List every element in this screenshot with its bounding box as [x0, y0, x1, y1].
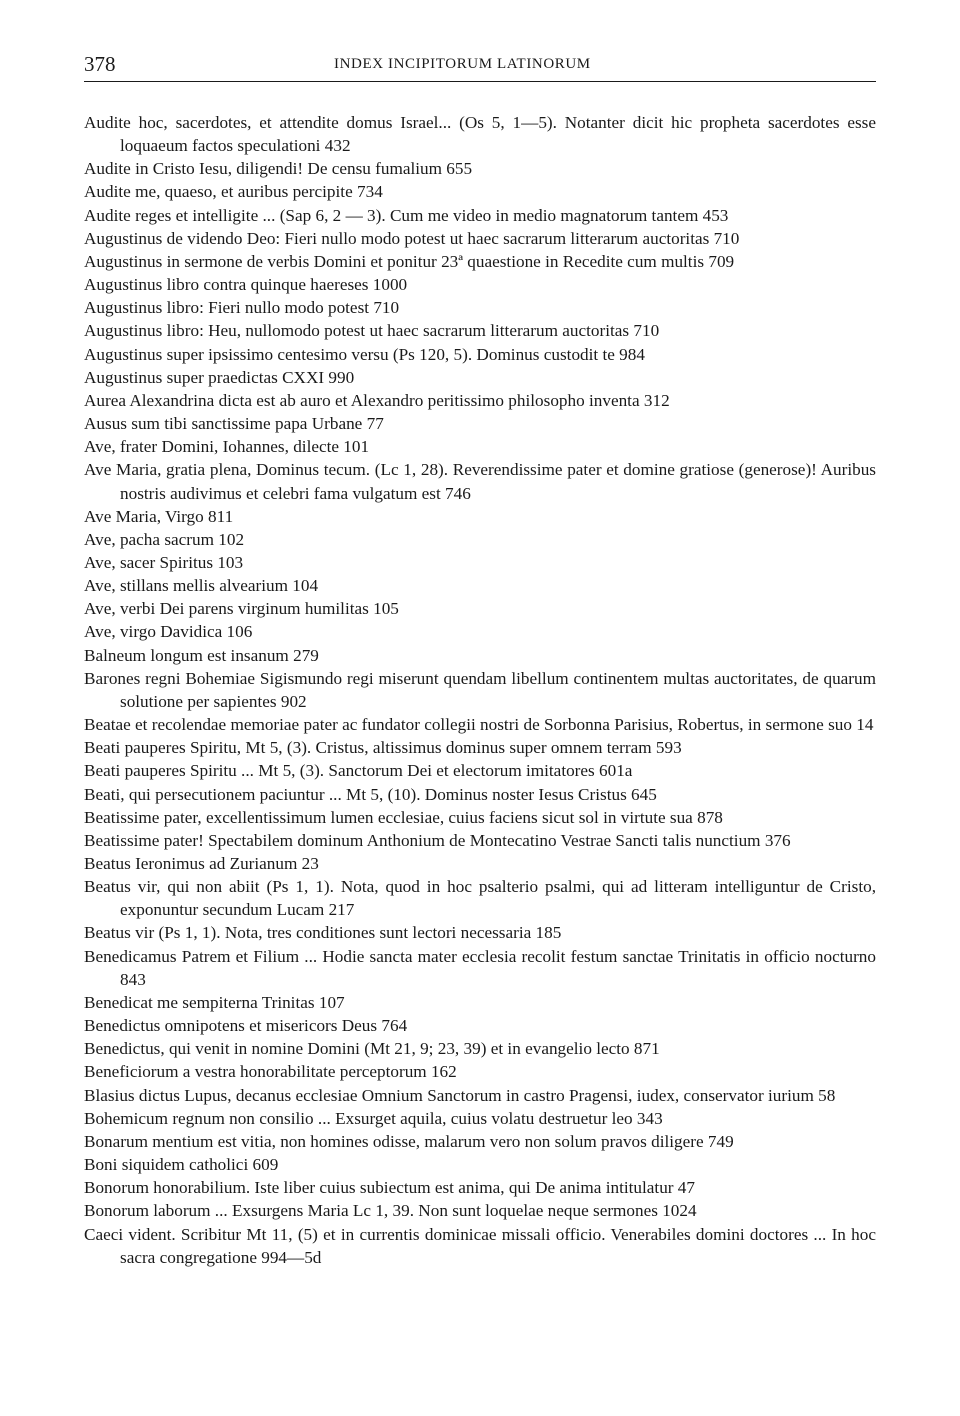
- index-entry: Augustinus libro contra quinque haereses 1000: [84, 275, 408, 295]
- index-entry: Ave, frater Domini, Iohannes, dilecte 101: [84, 437, 370, 457]
- index-entry: Augustinus libro: Fieri nullo modo potest 710: [84, 298, 400, 318]
- index-entry: Augustinus super praedictas CXXI 990: [84, 367, 355, 387]
- index-entry: Bohemicum regnum non consilio ... Exsurget aquila, cuius volatu destruetur leo 343: [84, 1108, 663, 1128]
- index-entry: Aurea Alexandrina dicta est ab auro et Alexandro peritissimo philosopho inventa 312: [84, 390, 670, 410]
- index-entry: Ave, sacer Spiritus 103: [84, 552, 244, 572]
- index-entry: Boni siquidem catholici 609: [84, 1155, 279, 1175]
- index-entry: Beatae et recolendae memoriae pater ac fundator collegii nostri de Sorbonna Parisius, Robertus, in sermone suo 14: [84, 715, 874, 735]
- index-entry: Audite hoc, sacerdotes, et attendite domus Israel... (Os 5, 1—5). Notanter dicit hic propheta sacerdotes esse loquaeum factos speculationi 432: [84, 113, 876, 156]
- page-number: 378: [84, 52, 116, 76]
- page-header: [84, 52, 876, 76]
- index-entry: Ave Maria, gratia plena, Dominus tecum. (Lc 1, 28). Reverendissime pater et domine gratiose (generose)! Auribus nostris audivimus et celebri fama vulgatum est 746: [84, 460, 876, 503]
- index-entry: Beati pauperes Spiritu ... Mt 5, (3). Sanctorum Dei et electorum imitatores 601a: [84, 761, 633, 781]
- index-entries-list: [84, 111, 876, 1269]
- index-entry: Ave, stillans mellis alvearium 104: [84, 576, 319, 596]
- index-entry: Benedicat me sempiterna Trinitas 107: [84, 992, 345, 1012]
- index-entry: Bonorum laborum ... Exsurgens Maria Lc 1, 39. Non sunt loquelae neque sermones 1024: [84, 1201, 697, 1221]
- index-entry: Beatissime pater, excellentissimum lumen ecclesiae, cuius faciens sicut sol in virtute sua 878: [84, 807, 723, 827]
- index-entry: Blasius dictus Lupus, decanus ecclesiae Omnium Sanctorum in castro Pragensi, iudex, conservator iurium 58: [84, 1085, 836, 1105]
- index-entry: Beatus vir (Ps 1, 1). Nota, tres conditiones sunt lectori necessaria 185: [84, 923, 562, 943]
- index-entry: Ave Maria, Virgo 811: [84, 506, 234, 526]
- index-entry: Ausus sum tibi sanctissime papa Urbane 77: [84, 414, 384, 434]
- index-entry: Augustinus de videndo Deo: Fieri nullo modo potest ut haec sacrarum litterarum auctoritas 710: [84, 228, 740, 248]
- index-entry: Audite in Cristo Iesu, diligendi! De censu fumalium 655: [84, 159, 473, 179]
- index-entry: Benedictus omnipotens et misericors Deus 764: [84, 1016, 408, 1036]
- index-entry: Beatus Ieronimus ad Zurianum 23: [84, 854, 319, 873]
- index-entry: Audite me, quaeso, et auribus percipite 734: [84, 182, 383, 202]
- index-entry: Bonorum honorabilium. Iste liber cuius subiectum est anima, qui De anima intitulatur 47: [84, 1178, 695, 1198]
- index-entry: Balneum longum est insanum 279: [84, 645, 319, 665]
- index-entry: Benedictus, qui venit in nomine Domini (Mt 21, 9; 23, 39) et in evangelio lecto 871: [84, 1039, 660, 1059]
- index-entry: Beneficiorum a vestra honorabilitate perceptorum 162: [84, 1062, 457, 1082]
- index-entry: Augustinus in sermone de verbis Domini et ponitur 23ª quaestione in Recedite cum multis 709: [84, 251, 735, 271]
- running-title: INDEX INCIPITORUM LATINORUM: [334, 56, 591, 72]
- index-entry: Ave, verbi Dei parens virginum humilitas 105: [84, 599, 399, 619]
- index-entry: Ave, pacha sacrum 102: [84, 529, 245, 549]
- index-entry: Beati pauperes Spiritu, Mt 5, (3). Cristus, altissimus dominus super omnem terram 593: [84, 738, 682, 758]
- index-entry: Augustinus super ipsissimo centesimo versu (Ps 120, 5). Dominus custodit te 984: [84, 344, 645, 364]
- index-entry: Beati, qui persecutionem paciuntur ... Mt 5, (10). Dominus noster Iesus Cristus 645: [84, 784, 657, 804]
- index-entry: Ave, virgo Davidica 106: [84, 622, 253, 642]
- index-entry: Beatissime pater! Spectabilem dominum Anthonium de Montecatino Vestrae Sancti talis nunctium 376: [84, 830, 791, 850]
- index-entry: Beatus vir, qui non abiit (Ps 1, 1). Nota, quod in hoc psalterio psalmi, qui ad litteram intelliguntur de Cristo, exponuntur secundum Lucam 217: [84, 877, 876, 920]
- index-entry: Augustinus libro: Heu, nullomodo potest ut haec sacrarum litterarum auctoritas 710: [84, 321, 660, 341]
- index-entry: Caeci vident. Scribitur Mt 11, (5) et in currentis dominicae missali officio. Venerabiles domini doctores ... In hoc sacra congregatione 994—5d: [84, 1224, 876, 1267]
- index-entry: Audite reges et intelligite ... (Sap 6, 2 — 3). Cum me video in medio magnatorum tantem 453: [84, 205, 729, 225]
- index-entry: Benedicamus Patrem et Filium ... Hodie sancta mater ecclesia recolit festum sanctae Trinitatis in officio nocturno 843: [84, 946, 876, 989]
- header-rule: [84, 81, 876, 82]
- index-entry: Bonarum mentium est vitia, non homines odisse, malarum vero non solum pravos diligere 749: [84, 1131, 734, 1151]
- index-entry: Barones regni Bohemiae Sigismundo regi miserunt quendam libellum continentem multas auctoritates, de quarum solutione per sapientes 902: [84, 668, 876, 711]
